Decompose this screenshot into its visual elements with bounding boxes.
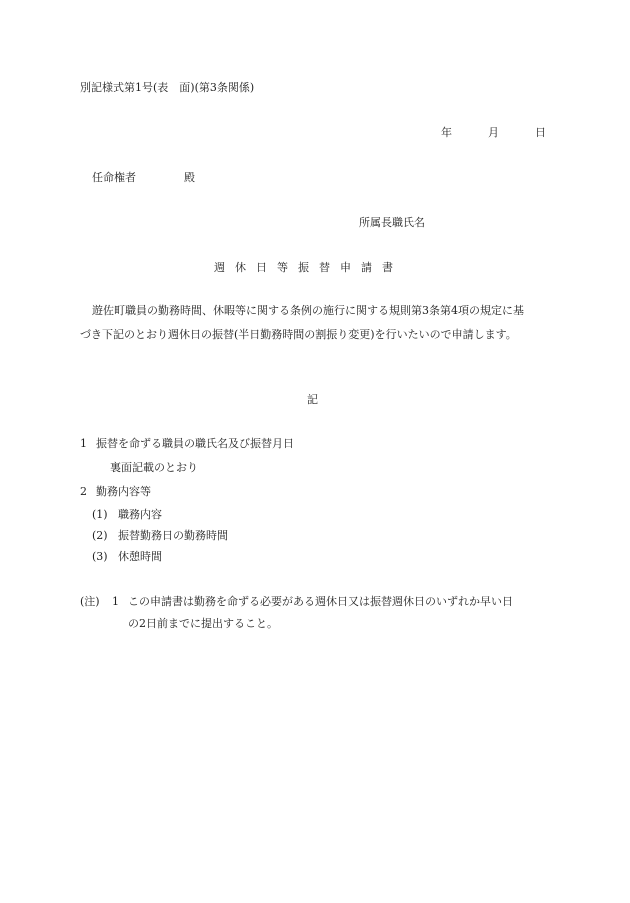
addressee (92, 171, 195, 185)
sub-item (92, 529, 228, 543)
note (80, 595, 513, 609)
form-label: 別記様式第1号(表 面)(第3条関係) (80, 81, 255, 94)
date-month: 月 (488, 126, 499, 139)
sub-item-number: (1) (92, 508, 108, 521)
addressee-label: 任命権者 (92, 171, 136, 184)
note-number: 1 (112, 595, 119, 608)
date-day: 日 (535, 126, 546, 139)
sub-item-text: 職務内容 (118, 508, 162, 521)
sub-item-number: (2) (92, 529, 108, 542)
sub-item-text: 休憩時間 (118, 550, 162, 563)
sub-item-number: (3) (92, 550, 108, 563)
sub-item (92, 550, 162, 564)
note-text-line-1: この申請書は勤務を命ずる必要がある週休日又は振替週休日のいずれか早い日 (128, 595, 513, 608)
item-2-text: 勤務内容等 (96, 485, 151, 498)
sub-item (92, 508, 162, 522)
note-tag: (注) (80, 595, 100, 608)
superior-name-label: 所属長職氏名 (359, 216, 425, 229)
date-year: 年 (441, 126, 452, 139)
item-1-text: 振替を命ずる職員の職氏名及び振替月日 (96, 437, 294, 450)
sub-item-text: 振替勤務日の勤務時間 (118, 529, 228, 542)
item-1-sub: 裏面記載のとおり (110, 461, 198, 474)
ki-heading: 記 (307, 393, 318, 406)
date-line (441, 126, 546, 140)
note-text-line-2: の2日前までに提出すること。 (128, 617, 278, 630)
item-1 (80, 437, 294, 451)
item-1-number: 1 (80, 437, 87, 450)
body-text-line-1: 遊佐町職員の勤務時間、休暇等に関する条例の施行に関する規則第3条第4項の規定に基 (92, 304, 524, 317)
item-2 (80, 485, 151, 499)
addressee-honorific: 殿 (184, 171, 195, 184)
item-2-number: 2 (80, 485, 87, 498)
body-text-line-2: づき下記のとおり週休日の振替(半日勤務時間の割振り変更)を行いたいので申請します。 (80, 328, 517, 341)
document-title: 週休日等振替申請書 (214, 261, 403, 274)
